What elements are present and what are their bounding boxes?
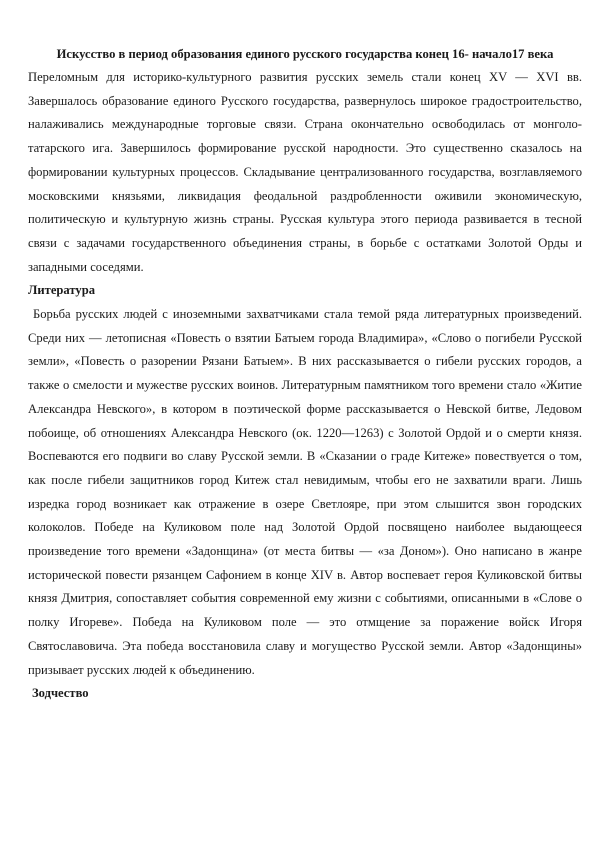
section-heading-literature: Литература	[28, 283, 96, 298]
document-title: Искусство в период образования единого русского государства конец 16- начало17 века	[56, 47, 554, 61]
document-page	[28, 42, 582, 706]
literature-paragraph: Борьба русских людей с иноземными захватчиками стала темой ряда литературных произведений. Среди них — летописная «Повесть о взятии Батыем города Владимира», «Слово о погибели Русской земли», «Повесть о разорении Рязани Батыем». В них рассказывается о гибели русских городов, а также о смелости и мужестве русских воинов. Литературным памятником того времени стало «Житие Александра Невского», в котором в поэтической форме рассказывается о Невской битве, Ледовом побоище, об отношениях Александра Невского (ок. 1220—1263) с Золотой Ордой и о смерти князя. Воспеваются его подвиги во славу Русской земли. В «Сказании о граде Китеже» повествуется о том, как после гибели защитников город Китеж стал невидимым, чтобы его не захватили враги. Лишь изредка город возникает как отражение в озере Светлояре, при этом слышится звон городских колоколов. Победе на Куликовом поле над Золотой Ордой посвящено наиболее выдающееся произведение того времени «Задонщина» (от места битвы — «за Доном»). Оно написано в жанре исторической повести рязанцем Сафонием в конце XIV в. Автор воспевает героя Куликовской битвы князя Дмитрия, сопоставляет события современной ему жизни с событиями, описанными в «Слове о полку Игореве». Победа на Куликовом поле — это отмщение за поражение войск Игоря Святославовича. Эта победа восстановила славу и могущество Русской земли. Автор «Задонщины» призывает русских людей к объединению.	[28, 307, 582, 677]
intro-paragraph: Переломным для историко-культурного развития русских земель стали конец XV — XVI вв. Завершалось образование единого Русского государства, развернулось широкое градостроительство, налаживались международные торговые связи. Страна окончательно освободилась от монголо-татарского ига. Завершилось формирование русской народности. Это существенно сказалось на формировании культурных процессов. Складывание централизованного государства, возглавляемого московскими князьями, ликвидация феодальной раздробленности оживили экономическую, политическую и культурную жизнь страны. Русская культура этого периода развивается в тесной связи с задачами государственного объединения страны, в борьбе с остатками Золотой Орды и западными соседями.	[28, 70, 582, 274]
section-heading-architecture: Зодчество	[32, 686, 89, 701]
